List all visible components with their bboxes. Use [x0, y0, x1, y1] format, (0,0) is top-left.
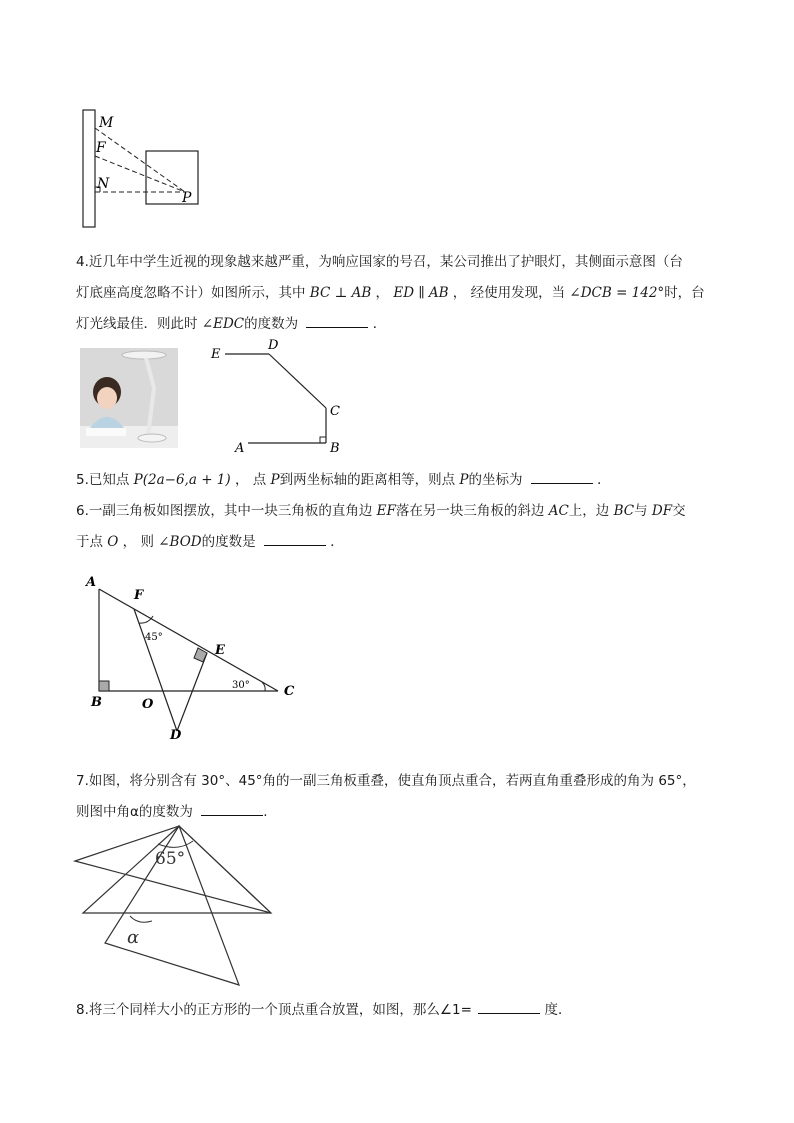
answer-blank-q4[interactable] [306, 315, 368, 328]
label-alpha: α [127, 927, 140, 948]
answer-blank-q6[interactable] [264, 533, 326, 546]
label-f: F [134, 588, 144, 603]
label-b: B [330, 441, 340, 456]
q7-line1: 7.如图，将分别含有 30°、45°角的一副三角板重叠，使直角顶点重合，若两直角重叠形成的角为 65°， [76, 773, 696, 789]
label-30deg: 30° [232, 680, 250, 691]
label-c: C [330, 404, 340, 419]
label-b: B [91, 695, 102, 710]
label-65deg: 65° [155, 849, 186, 869]
label-n: N [97, 176, 110, 192]
q6-line2: 于点 O ， 则 ∠BOD的度数是 ． [76, 534, 344, 550]
q6-line1: 6.一副三角板如图摆放，其中一块三角板的直角边 EF落在另一块三角板的斜边 AC上，边 BC与 DF交 [76, 503, 686, 519]
point-p-coords: P(2a−6,a + 1) [133, 472, 231, 488]
label-a: A [86, 575, 97, 590]
figure-q6-triangles [82, 572, 312, 744]
cond-angle-dcb: ∠DCB = 142° [569, 285, 665, 301]
cond-ed-parallel-ab: ED ∥ AB [393, 285, 449, 301]
q4-line2: 灯底座高度忽略不计）如图所示，其中 BC ⊥ AB ， ED ∥ AB ， 经使用发现，当 ∠DCB = 142°时，台 [76, 285, 705, 301]
angle-bod: ∠BOD [158, 534, 202, 550]
angle-edc: ∠EDC [201, 316, 245, 332]
label-e: E [215, 643, 225, 658]
label-e: E [211, 347, 221, 362]
answer-blank-q7[interactable] [201, 803, 263, 816]
label-a: A [235, 441, 245, 456]
label-o: O [142, 697, 154, 712]
q7-line2: 则图中角α的度数为 . [76, 804, 268, 820]
wall [83, 110, 95, 227]
figure-q7-overlapping-triangles [72, 822, 282, 990]
label-c: C [284, 684, 295, 699]
label-45deg: 45° [145, 632, 163, 643]
q4-line3: 灯光线最佳．则此时 ∠EDC的度数为 ． [76, 316, 387, 332]
answer-blank-q5[interactable] [531, 471, 593, 484]
figure-q4-lamp-diagram [205, 338, 355, 456]
figure-q3-wall-diagram [80, 108, 205, 230]
label-d: D [170, 728, 182, 743]
label-m: M [99, 115, 114, 131]
label-d: D [268, 338, 279, 353]
cond-bc-perp-ab: BC ⊥ AB [309, 285, 372, 301]
photo-girl-with-lamp [80, 348, 178, 448]
q8-line: 8.将三个同样大小的正方形的一个顶点重合放置，如图，那么∠1= 度． [76, 1002, 572, 1018]
label-f: F [96, 140, 106, 156]
label-p: P [182, 190, 192, 206]
q5-line: 5.已知点 P(2a−6,a + 1) ， 点 P到两坐标轴的距离相等，则点 P的坐标为 ． [76, 472, 611, 488]
answer-blank-q8[interactable] [478, 1001, 540, 1014]
q4-line1: 4.近几年中学生近视的现象越来越严重，为响应国家的号召，某公司推出了护眼灯，其侧面示意图（台 [76, 254, 683, 270]
